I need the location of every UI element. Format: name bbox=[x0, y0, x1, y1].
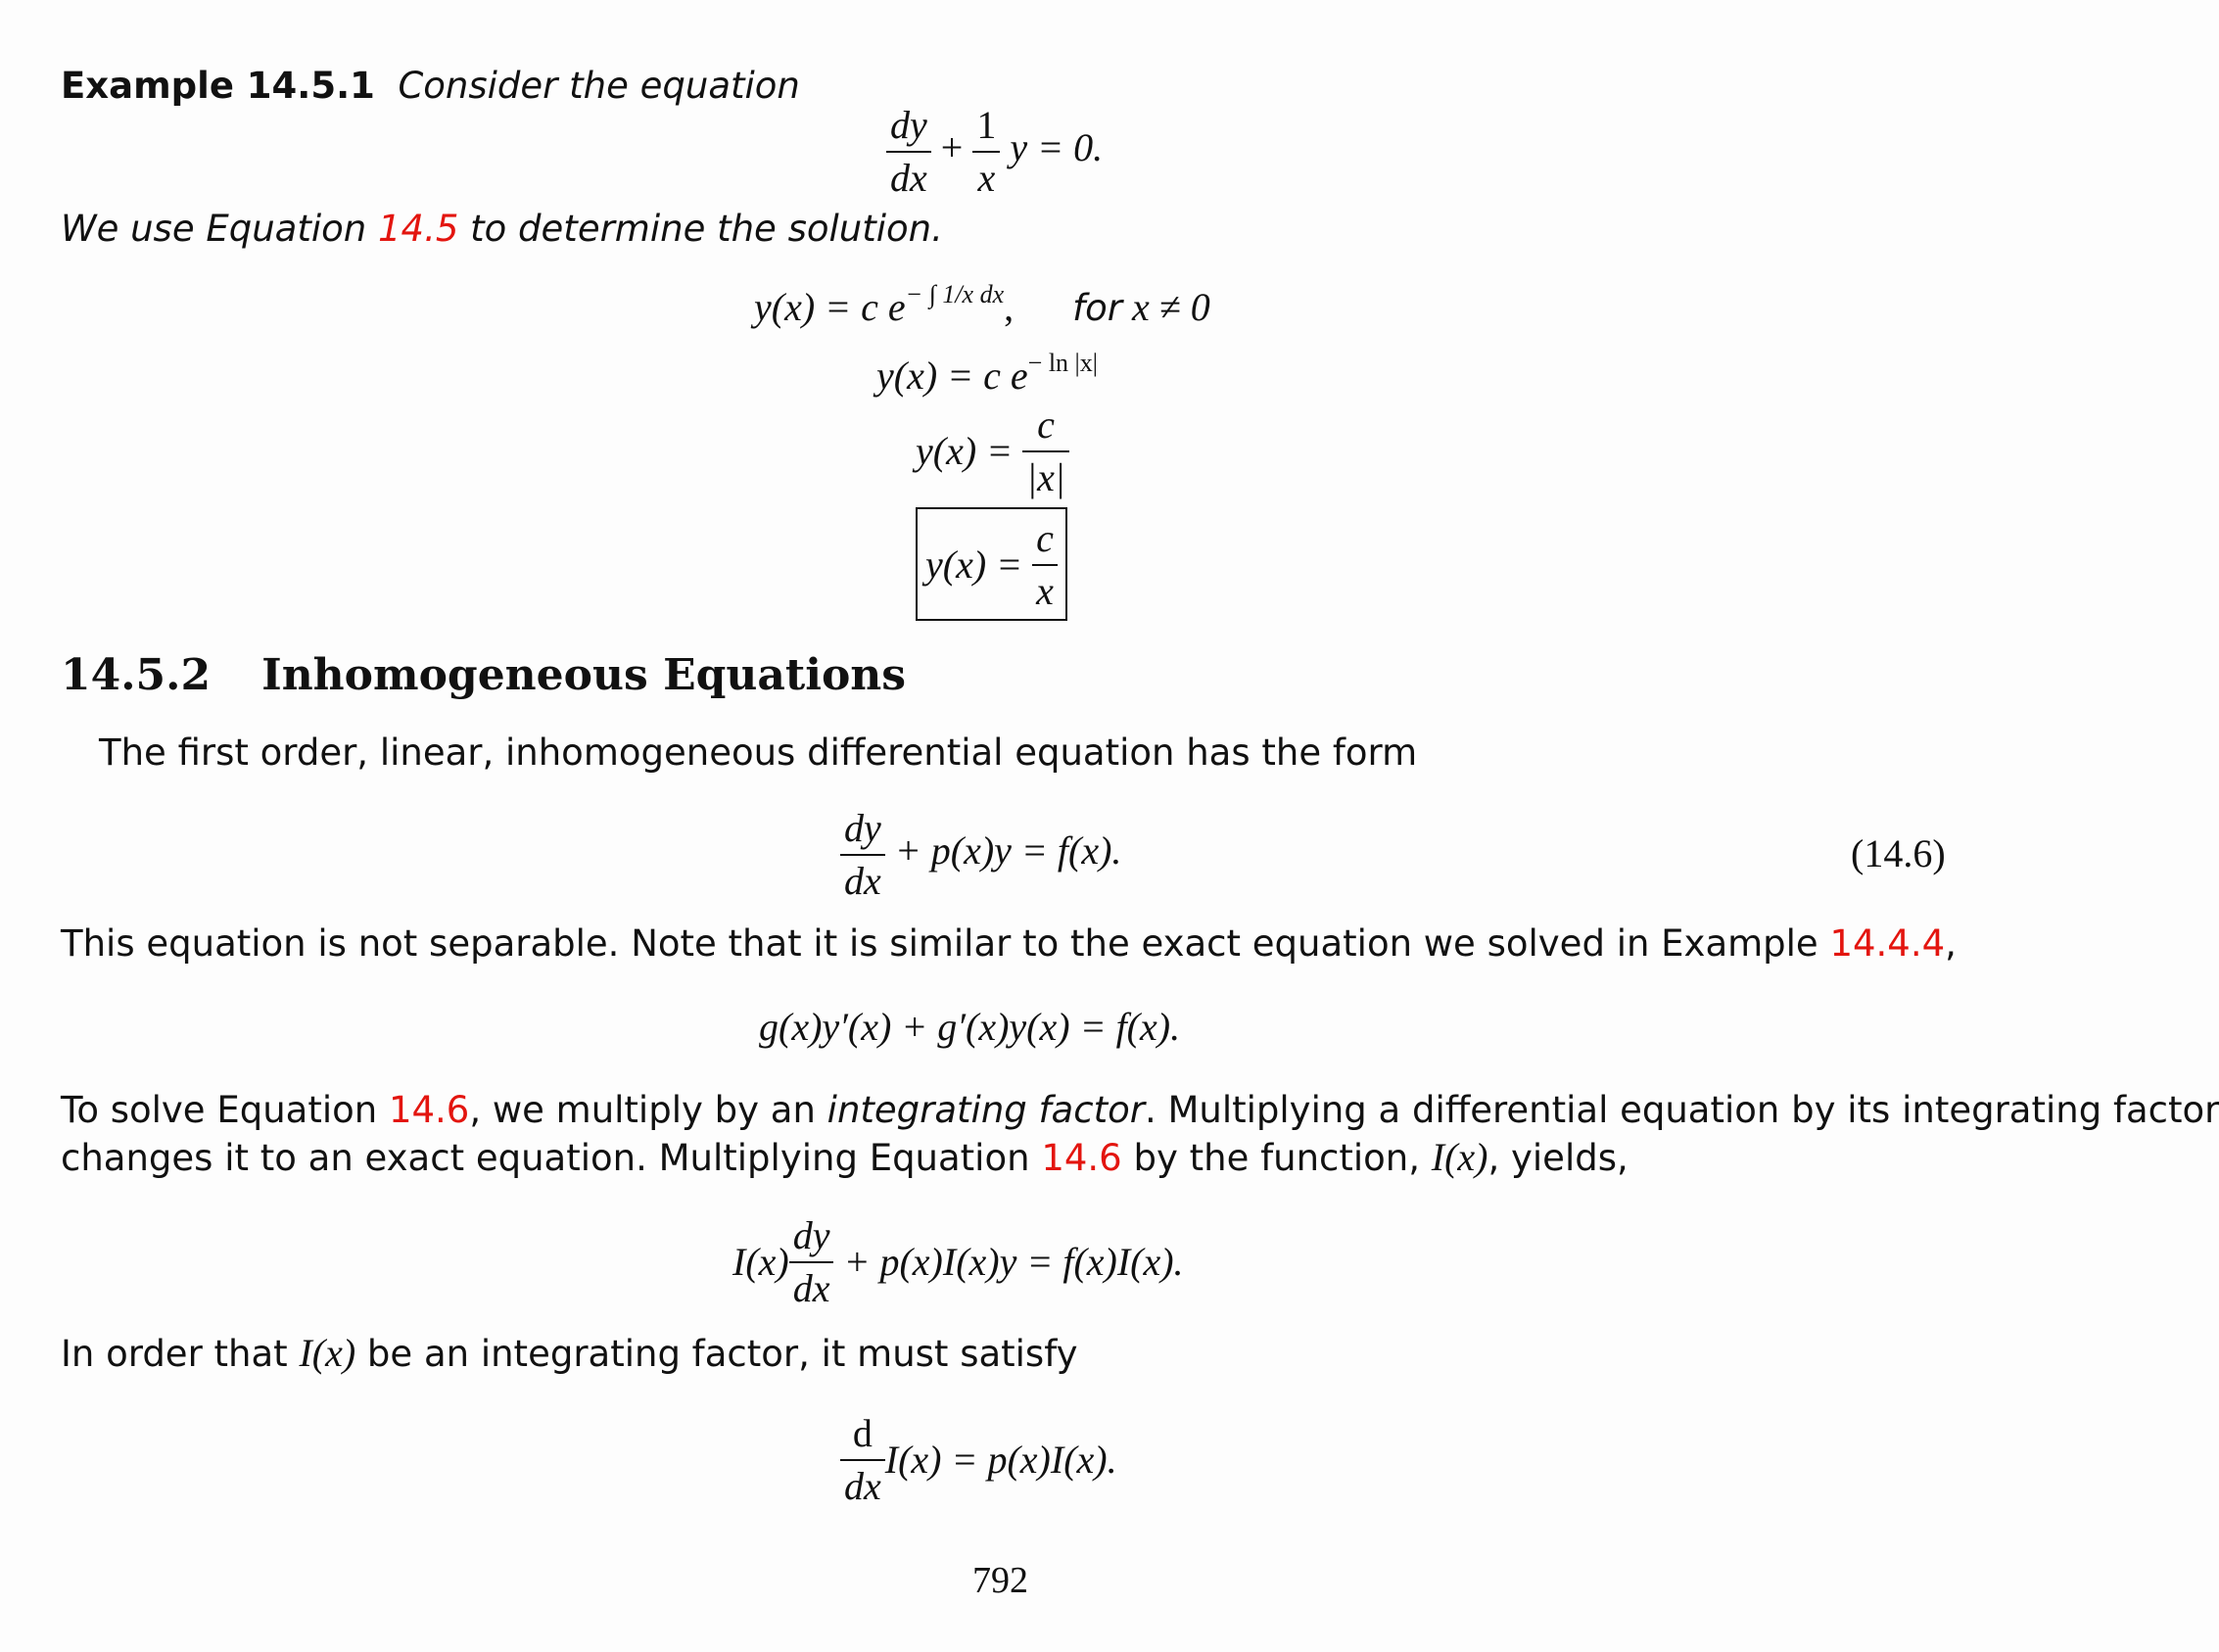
text-span: , bbox=[1945, 922, 1957, 965]
line-lhs: y(x) = c e bbox=[876, 354, 1028, 398]
fraction-denominator: dx bbox=[844, 1464, 881, 1508]
line-lhs: y(x) = bbox=[925, 543, 1023, 587]
derivation-line-3 bbox=[916, 401, 1069, 501]
solution-box bbox=[916, 507, 1067, 621]
equation-14-6 bbox=[840, 805, 1121, 905]
fraction-numerator: 1 bbox=[976, 103, 997, 147]
equation-link[interactable]: 14.6 bbox=[388, 1089, 470, 1131]
fraction-numerator: dy bbox=[844, 806, 881, 850]
example-label: Example 14.5.1 bbox=[61, 65, 375, 107]
exponent: − ln |x| bbox=[1027, 349, 1098, 377]
exponent: − ∫ 1/x dx bbox=[905, 280, 1005, 308]
equation-rest: I(x) = p(x)I(x). bbox=[884, 1438, 1117, 1482]
boxed-solution bbox=[916, 507, 1067, 621]
inline-math: I(x) bbox=[1431, 1135, 1488, 1179]
equation-number: (14.6) bbox=[1851, 831, 1946, 875]
example-text: Consider the equation bbox=[398, 65, 800, 107]
condition-equation bbox=[840, 1410, 1117, 1510]
text-span: . Multiplying a differential equation by its integrating factor bbox=[1144, 1089, 2219, 1131]
fraction-denominator: |x| bbox=[1026, 455, 1065, 499]
equation-link[interactable]: 14.6 bbox=[1041, 1137, 1122, 1179]
dy-dx-fraction bbox=[840, 805, 885, 905]
paragraph-not-separable bbox=[61, 920, 1957, 968]
section-number: 14.5.2 bbox=[61, 650, 212, 700]
equation-link[interactable]: 14.5 bbox=[378, 208, 459, 250]
example-line bbox=[61, 63, 800, 110]
condition-word: for bbox=[1072, 287, 1123, 329]
text-span: To solve Equation bbox=[61, 1089, 389, 1131]
exact-equation: g(x)y′(x) + g′(x)y(x) = f(x). bbox=[759, 1005, 1181, 1049]
text-span: We use Equation bbox=[61, 208, 378, 250]
fraction-denominator: dx bbox=[844, 859, 881, 903]
section-heading bbox=[61, 648, 906, 703]
text-span: In order that bbox=[61, 1333, 300, 1375]
plus-sign: + bbox=[940, 125, 964, 170]
paragraph-must-satisfy bbox=[61, 1330, 1077, 1378]
one-over-x-fraction bbox=[972, 102, 1000, 202]
condition-math: x ≠ 0 bbox=[1132, 285, 1210, 329]
emphasis: integrating factor bbox=[826, 1089, 1145, 1131]
line-lhs: y(x) = bbox=[916, 429, 1014, 473]
d-dx-fraction bbox=[840, 1410, 885, 1510]
text-span: be an integrating factor, it must satisfy bbox=[355, 1333, 1078, 1375]
equation-lhs: I(x) bbox=[732, 1240, 789, 1284]
equation-rest: + p(x)I(x)y = f(x)I(x). bbox=[843, 1240, 1184, 1284]
dy-dx-fraction bbox=[789, 1212, 834, 1312]
c-over-x-fraction bbox=[1032, 515, 1058, 615]
fraction-numerator: dy bbox=[792, 1213, 830, 1257]
text-span: , we multiply by an bbox=[469, 1089, 827, 1131]
text-span: This equation is not separable. Note that it is similar to the exact equation we solved in Example bbox=[61, 922, 1830, 965]
text-span: , yields, bbox=[1487, 1137, 1629, 1179]
derivation-line-1 bbox=[754, 280, 1210, 332]
fraction-numerator: c bbox=[1036, 516, 1054, 560]
fraction-denominator: x bbox=[977, 156, 996, 200]
fraction-numerator: c bbox=[1037, 402, 1055, 447]
text-span: by the function, bbox=[1121, 1137, 1432, 1179]
fraction-denominator: dx bbox=[792, 1266, 830, 1310]
inline-math: I(x) bbox=[299, 1331, 356, 1375]
paragraph-integrating-factor-1 bbox=[61, 1087, 2219, 1134]
example-equation bbox=[886, 102, 1103, 202]
equation-rest: + p(x)y = f(x). bbox=[894, 828, 1122, 873]
text-span: changes it to an exact equation. Multiplying Equation bbox=[61, 1137, 1042, 1179]
paragraph-integrating-factor-2 bbox=[61, 1134, 1629, 1182]
fraction-denominator: x bbox=[1036, 569, 1054, 613]
fraction-numerator: d bbox=[852, 1411, 873, 1455]
text-span: to determine the solution. bbox=[458, 208, 943, 250]
dy-dx-fraction bbox=[886, 102, 931, 202]
paragraph-intro: The first order, linear, inhomogeneous differential equation has the form bbox=[99, 732, 1418, 774]
line-lhs: y(x) = c e bbox=[754, 285, 906, 329]
page-number: 792 bbox=[972, 1560, 1028, 1601]
section-title: Inhomogeneous Equations bbox=[261, 650, 907, 700]
use-equation-line bbox=[61, 206, 943, 253]
c-over-abs-x-fraction bbox=[1022, 401, 1069, 501]
fraction-numerator: dy bbox=[890, 103, 927, 147]
fraction-denominator: dx bbox=[890, 156, 927, 200]
equation-rhs: y = 0. bbox=[1010, 125, 1104, 170]
comma: , bbox=[1004, 285, 1015, 329]
example-link[interactable]: 14.4.4 bbox=[1829, 922, 1946, 965]
multiplied-equation bbox=[732, 1212, 1184, 1312]
derivation-line-2 bbox=[876, 349, 1098, 400]
